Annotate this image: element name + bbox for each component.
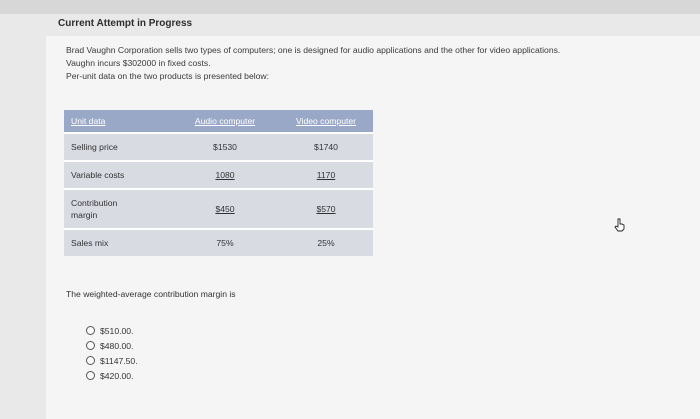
attempt-status: Current Attempt in Progress: [58, 18, 193, 29]
answer-option-3[interactable]: [86, 353, 138, 368]
radio-button[interactable]: [86, 341, 95, 350]
radio-button[interactable]: [86, 326, 95, 335]
answer-options: [86, 323, 138, 383]
row-label-variable-costs: Variable costs: [64, 161, 171, 189]
cell-audio-selling-price: $1530: [171, 133, 279, 161]
row-label-line-2: margin: [71, 210, 98, 220]
question-text: The weighted-average contribution margin is: [66, 289, 236, 299]
row-label-selling-price: Selling price: [64, 133, 171, 161]
cell-video-variable-costs: 1170: [279, 161, 373, 189]
header-video-computer: Video computer: [279, 110, 373, 133]
answer-option-2[interactable]: [86, 338, 138, 353]
row-label-contribution-margin: [64, 189, 171, 229]
radio-button[interactable]: [86, 356, 95, 365]
option-label: $1147.50.: [100, 355, 138, 366]
answer-option-1[interactable]: [86, 323, 138, 338]
cell-video-contribution-margin: $570: [279, 189, 373, 229]
radio-button[interactable]: [86, 371, 95, 380]
header-audio-computer: Audio computer: [171, 110, 279, 133]
option-label: $480.00.: [100, 340, 134, 351]
cell-audio-sales-mix: 75%: [171, 229, 279, 256]
problem-line-2: Vaughn incurs $302000 in fixed costs.: [66, 58, 211, 68]
cell-audio-contribution-margin: $450: [171, 189, 279, 229]
table-row: [64, 133, 373, 161]
answer-option-4[interactable]: [86, 368, 138, 383]
table-row: [64, 161, 373, 189]
cell-video-selling-price: $1740: [279, 133, 373, 161]
table-header-row: [64, 110, 373, 133]
unit-data-table: [64, 110, 373, 256]
problem-line-3: Per-unit data on the two products is presented below:: [66, 71, 270, 81]
option-label: $510.00.: [100, 325, 134, 336]
table-row: [64, 229, 373, 256]
problem-line-1: Brad Vaughn Corporation sells two types of computers; one is designed for audio applications and the other for video applications.: [66, 45, 561, 55]
option-label: $420.00.: [100, 370, 134, 381]
hand-pointer-icon: [612, 217, 628, 233]
cell-audio-variable-costs: 1080: [171, 161, 279, 189]
table-row: [64, 189, 373, 229]
top-bar: [0, 0, 700, 14]
header-unit-data: Unit data: [64, 110, 171, 133]
problem-text: [66, 44, 696, 83]
row-label-sales-mix: Sales mix: [64, 229, 171, 256]
row-label-line-1: Contribution: [71, 198, 118, 208]
cell-video-sales-mix: 25%: [279, 229, 373, 256]
